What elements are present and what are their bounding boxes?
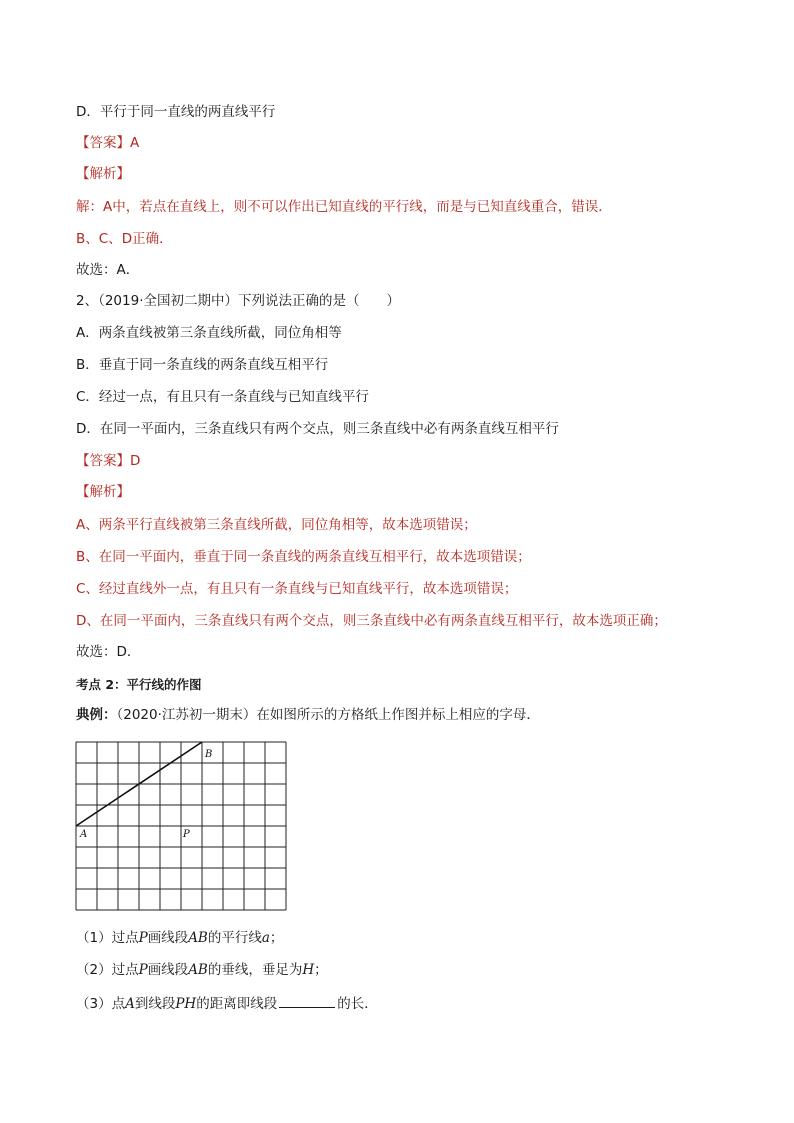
q2-analysis-c: C、经过直线外一点，有且只有一条直线与已知直线平行，故本选项错误； <box>76 581 518 597</box>
q2-analysis-b: B、在同一平面内，垂直于同一条直线的两条直线互相平行，故本选项错误； <box>76 549 531 565</box>
q2-stem: 2、（2019·全国初二期中）下列说法正确的是（ ） <box>76 293 400 309</box>
task-2: （2）过点P画线段AB的垂线，垂足为H； <box>76 962 328 978</box>
task-1: （1）过点P画线段AB的平行线a； <box>76 930 284 946</box>
grid-lines <box>76 742 286 910</box>
prev-analysis-1: 解：A中，若点在直线上，则不可以作出已知直线的平行线，而是与已知直线重合，错误． <box>76 199 612 215</box>
q2-analysis-a: A、两条平行直线被第三条直线所截，同位角相等，故本选项错误； <box>76 517 477 533</box>
q2-analysis-title: 【解析】 <box>76 484 130 500</box>
label-b: B <box>205 749 213 760</box>
q2-answer: 【答案】D <box>76 453 141 469</box>
label-p: P <box>183 829 190 840</box>
q2-option-d: D．在同一平面内，三条直线只有两个交点，则三条直线中必有两条直线互相平行 <box>76 421 559 437</box>
q2-option-c: C．经过一点，有且只有一条直线与已知直线平行 <box>76 389 369 405</box>
q2-option-a: A．两条直线被第三条直线所截，同位角相等 <box>76 325 342 341</box>
prev-analysis-2: B、C、D正确． <box>76 231 173 247</box>
answer-blank[interactable] <box>279 994 335 1008</box>
q2-option-b: B．垂直于同一条直线的两条直线互相平行 <box>76 357 329 373</box>
example-label: 典例： <box>76 707 117 723</box>
prev-option-d: D．平行于同一直线的两直线平行 <box>76 104 276 120</box>
example-text: （2020·江苏初一期末）在如图所示的方格纸上作图并标上相应的字母． <box>116 707 540 723</box>
task-3: （3）点A到线段PH的距离即线段 的长． <box>76 996 378 1012</box>
prev-conclusion: 故选：A． <box>76 262 140 278</box>
q2-conclusion: 故选：D． <box>76 644 141 660</box>
prev-analysis-title: 【解析】 <box>76 166 130 182</box>
prev-answer: 【答案】A <box>76 135 140 151</box>
section-title: 考点 2：平行线的作图 <box>76 677 202 692</box>
label-a: A <box>80 829 88 840</box>
example-line <box>76 706 540 724</box>
grid-figure <box>74 740 288 912</box>
q2-analysis-d: D、在同一平面内，三条直线只有两个交点，则三条直线中必有两条直线互相平行，故本选项正确； <box>76 613 667 629</box>
